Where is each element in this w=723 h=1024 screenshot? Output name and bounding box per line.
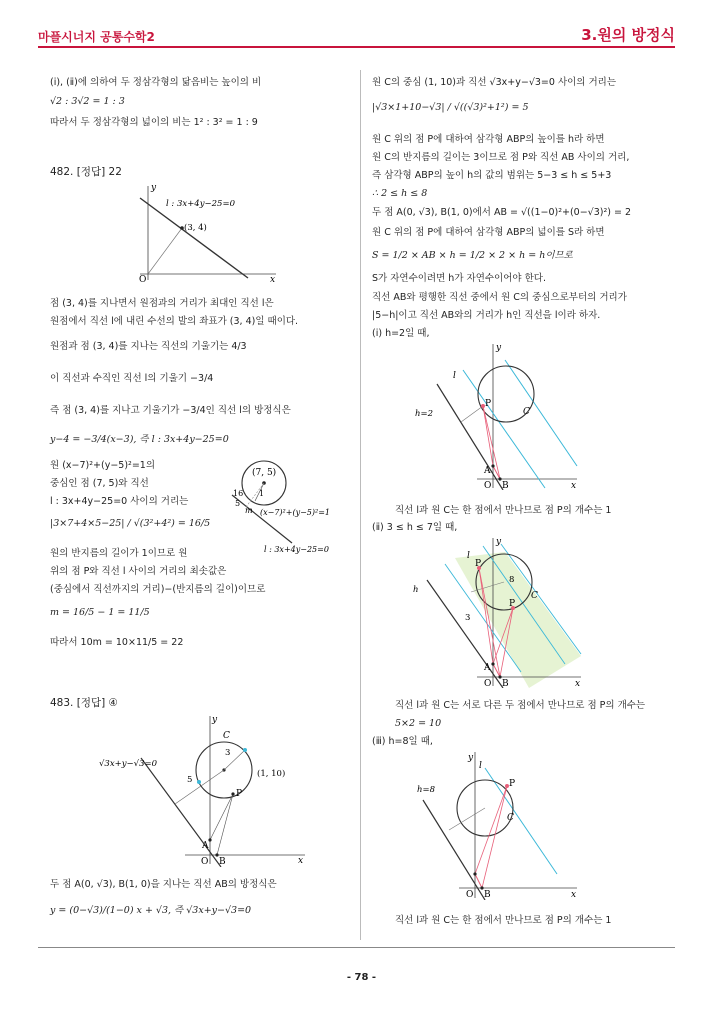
text-line: 점 (3, 4)를 지나면서 원점과의 거리가 최대인 직선 l은 — [50, 298, 274, 309]
h-label: h — [413, 585, 419, 595]
line-ab — [423, 800, 485, 900]
y-label: y — [151, 183, 157, 193]
text-line: 이 직선과 수직인 직선 l의 기울기 −3/4 — [50, 373, 214, 384]
graph-482-circle — [228, 455, 356, 559]
c-label: C — [523, 407, 530, 417]
text-line: 직선 l과 원 C는 한 점에서 만나므로 점 P의 개수는 1 — [395, 915, 612, 926]
line-l — [232, 495, 292, 543]
text-line: (중심에서 직선까지의 거리)−(반지름의 길이)이므로 — [50, 584, 266, 595]
point-a — [491, 464, 494, 467]
segment-ab — [493, 466, 500, 479]
graph-case-2 — [405, 536, 585, 688]
text-line: 원 C의 중심 (1, 10)과 직선 √3x+y−√3=0 사이의 거리는 — [372, 77, 617, 88]
x-label: x — [571, 890, 577, 900]
page-number: - 78 - — [346, 972, 377, 983]
text-line: 원점과 점 (3, 4)를 지나는 직선의 기울기는 4/3 — [50, 341, 247, 352]
distance-value: 8 — [509, 575, 515, 585]
point-a — [208, 838, 211, 841]
l-label: l — [479, 761, 482, 771]
math-line: S = 1/2 × AB × h = 1/2 × 2 × h = h이므로 — [372, 250, 573, 261]
header-book-title: 마플시너지 공통수학2 — [38, 30, 155, 44]
line-l — [463, 370, 545, 488]
math-line: 5×2 = 10 — [395, 718, 442, 729]
text-line: l : 3x+4y−25=0 사이의 거리는 — [50, 496, 189, 507]
l-label: l — [453, 371, 456, 381]
c-label: C — [531, 591, 538, 601]
text-line: S가 자연수이려면 h가 자연수이어야 한다. — [372, 273, 546, 284]
center-coord-label: (1, 10) — [257, 769, 286, 779]
text-line: 중심인 점 (7, 5)와 직선 — [50, 478, 149, 489]
y-label: y — [212, 715, 218, 725]
origin-label: O — [139, 275, 147, 284]
text-line: |5−h|이고 직선 AB와의 거리가 h인 직선을 l이라 하자. — [372, 310, 601, 321]
math-line: y−4 = −3/4(x−3), 즉 l : 3x+4y−25=0 — [50, 434, 229, 445]
radius-label: 1 — [259, 489, 265, 498]
text-line: 즉 삼각형 ABP의 높이 h의 값의 범위는 5−3 ≤ h ≤ 5+3 — [372, 170, 612, 181]
text-line: 직선 l과 원 C는 한 점에서 만나므로 점 P의 개수는 1 — [395, 505, 612, 516]
text-line: 원 C의 반지름의 길이는 3이므로 점 P와 직선 AB 사이의 거리, — [372, 152, 630, 163]
b-label: B — [502, 679, 509, 688]
circle-eq-label: (x−7)²+(y−5)²=1 — [260, 508, 331, 517]
segment-bp — [217, 794, 233, 855]
text-line: 두 점 A(0, √3), B(1, 0)을 지나는 직선 AB의 방정식은 — [50, 879, 277, 890]
header-rule — [38, 46, 675, 48]
text-line: (ⅰ), (ⅱ)에 의하여 두 정삼각형의 닮음비는 높이의 비 — [50, 77, 262, 88]
origin-label: O — [466, 890, 474, 900]
segment-bp — [482, 786, 507, 888]
distance-value: 5 — [187, 775, 193, 785]
math-line: √2 : 3√2 = 1 : 3 — [50, 96, 125, 107]
math-line: |3×7+4×5−25| / √(3²+4²) = 16/5 — [50, 518, 211, 529]
p-label: P — [485, 399, 492, 409]
x-label: x — [270, 275, 276, 284]
x-label: x — [571, 481, 577, 490]
graph-case-1 — [405, 342, 580, 490]
center-label: (7, 5) — [252, 468, 277, 478]
math-line: m = 16/5 − 1 = 11/5 — [50, 607, 150, 618]
line-eq-label: √3x+y−√3=0 — [99, 759, 158, 769]
perpendicular — [148, 228, 182, 274]
graph-483 — [95, 712, 310, 867]
math-line: y = (0−√3)/(1−0) x + √3, 즉 √3x+y−√3=0 — [50, 905, 252, 916]
c-label: C — [507, 813, 514, 823]
radius-value: 3 — [225, 748, 231, 758]
p2-label: P — [509, 599, 516, 609]
text-line: 따라서 두 정삼각형의 넓이의 비는 1² : 3² = 1 : 9 — [50, 117, 258, 128]
math-line: |√3×1+10−√3| / √((√3)²+1²) = 5 — [372, 102, 529, 113]
p1-label: P — [475, 559, 482, 569]
text-line: 원 (x−7)²+(y−5)²=1의 — [50, 460, 156, 471]
point-label: (3, 4) — [184, 223, 207, 233]
column-divider — [360, 70, 361, 940]
text-line: 원 C 위의 점 P에 대하여 삼각형 ABP의 넓이를 S라 하면 — [372, 227, 605, 238]
a-label: A — [484, 466, 491, 476]
text-line: 직선 l과 원 C는 서로 다른 두 점에서 만나므로 점 P의 개수는 — [395, 700, 646, 711]
text-line: (ⅱ) 3 ≤ h ≤ 7일 때, — [372, 522, 458, 533]
text-line: 원의 반지름의 길이가 1이므로 원 — [50, 548, 188, 559]
distance-line — [175, 770, 224, 804]
distance-denominator: 5 — [235, 499, 241, 508]
text-line: 따라서 10m = 10×11/5 = 22 — [50, 637, 184, 648]
line-parallel — [505, 360, 577, 466]
point-a — [491, 662, 494, 665]
point-p — [231, 792, 234, 795]
text-line: 원 C 위의 점 P에 대하여 삼각형 ABP의 높이를 h라 하면 — [372, 134, 605, 145]
a-label: A — [202, 841, 209, 851]
tangent-dot-2 — [197, 780, 201, 784]
text-line: 위의 점 P와 직선 l 사이의 거리의 최솟값은 — [50, 566, 227, 577]
x-label: x — [575, 679, 581, 688]
graph-case-3 — [405, 750, 580, 900]
height-line — [449, 808, 485, 830]
x-label: x — [298, 856, 304, 866]
point-a — [473, 872, 476, 875]
segment-ap — [210, 794, 233, 840]
m-label: m — [245, 506, 253, 515]
problem-482-answer: 482. [정답] 22 — [50, 166, 122, 178]
text-line: (ⅰ) h=2일 때, — [372, 328, 430, 339]
p-label: P — [509, 779, 516, 789]
header-chapter-title: 3.원의 방정식 — [581, 26, 675, 44]
b-label: B — [219, 857, 226, 867]
offset-value: 3 — [465, 613, 471, 623]
line-l — [140, 198, 248, 278]
origin-label: O — [484, 679, 492, 688]
b-label: B — [502, 481, 509, 490]
math-line: ∴ 2 ≤ h ≤ 8 — [372, 188, 428, 199]
h-label: h=2 — [415, 409, 434, 419]
distance-numerator: 16 — [233, 489, 244, 498]
line-l — [485, 768, 557, 874]
text-line: 원점에서 직선 l에 내린 수선의 발의 좌표가 (3, 4)일 때이다. — [50, 316, 299, 327]
b-label: B — [484, 890, 491, 900]
text-line: (ⅲ) h=8일 때, — [372, 736, 433, 747]
footer-rule — [38, 947, 675, 948]
line-eq-label: l : 3x+4y−25=0 — [264, 545, 329, 554]
origin-label: O — [484, 481, 492, 490]
a-label: A — [484, 663, 491, 673]
tangent-dot-1 — [243, 748, 247, 752]
text-line: 두 점 A(0, √3), B(1, 0)에서 AB = √((1−0)²+(0−√3)²) = 2 — [372, 207, 632, 218]
c-label: C — [223, 731, 230, 741]
l-label: l — [467, 551, 470, 561]
line-label: l : 3x+4y−25=0 — [166, 199, 235, 209]
problem-483-answer: 483. [정답] ④ — [50, 697, 118, 709]
y-label: y — [468, 753, 474, 763]
h-label: h=8 — [417, 785, 436, 795]
origin-label: O — [201, 857, 209, 867]
text-line: 직선 AB와 평행한 직선 중에서 원 C의 중심으로부터의 거리가 — [372, 292, 627, 303]
y-label: y — [496, 537, 502, 547]
text-line: 즉 점 (3, 4)를 지나고 기울기가 −3/4인 직선 l의 방정식은 — [50, 405, 291, 416]
height-line — [461, 406, 483, 422]
p-label: P — [236, 789, 243, 799]
line-ab — [141, 758, 221, 867]
y-label: y — [496, 343, 502, 353]
graph-482 — [130, 182, 280, 284]
